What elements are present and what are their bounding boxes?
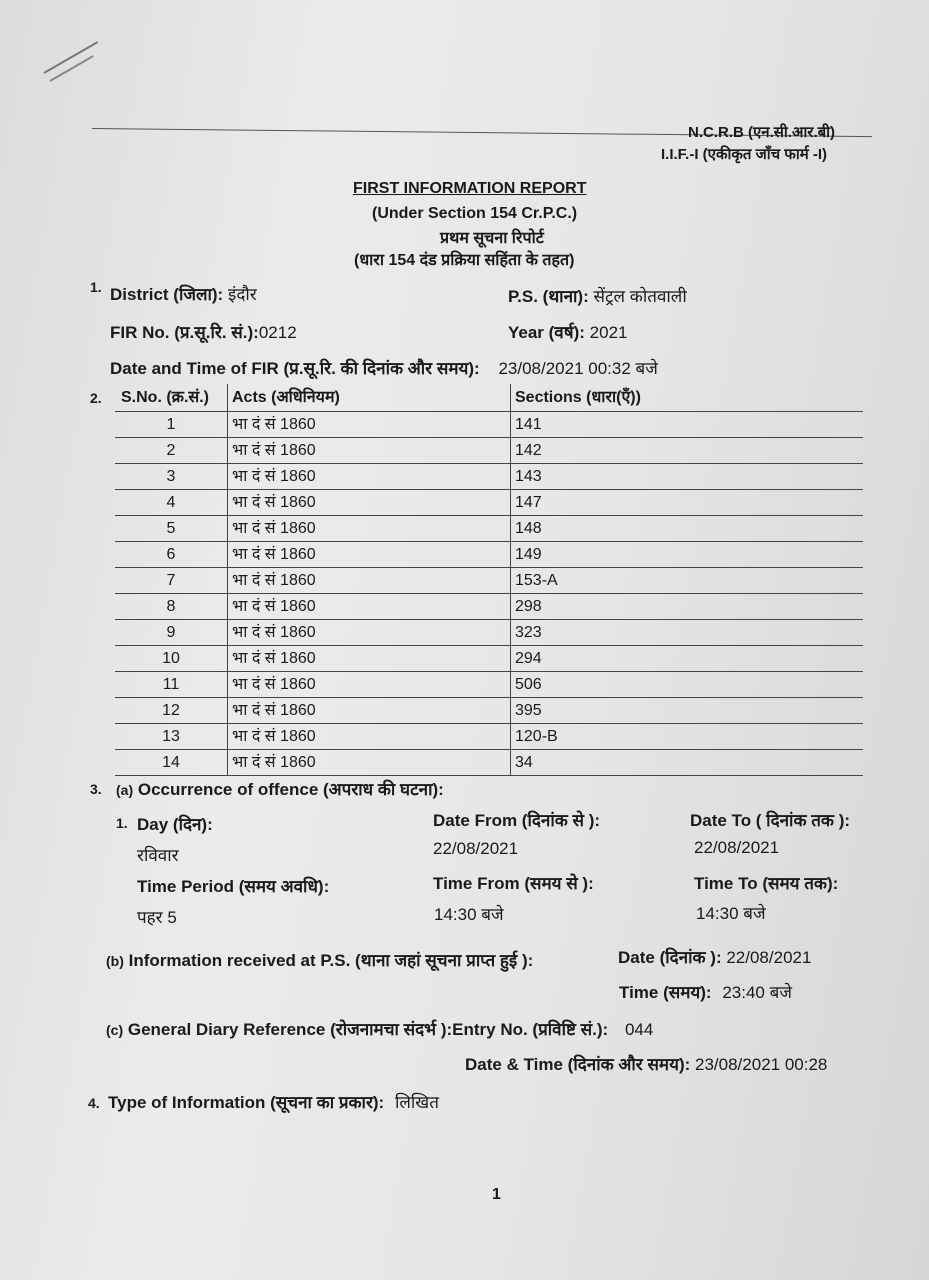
info-received-date-label: Date (दिनांक ): [618,948,722,967]
time-from-value: 14:30 बजे [434,905,504,924]
ps-label: P.S. (थाना): [508,287,589,306]
table-header-row [115,384,863,412]
occurrence-label: Occurrence of offence (अपराध की घटना): [137,780,444,799]
section-1-number: 1. [90,279,102,295]
section-2-number: 2. [90,390,102,406]
district-row [110,282,257,305]
table-row [115,412,863,438]
section-4-number: 4. [88,1095,100,1111]
sno-cell: 5 [115,516,228,542]
sno-cell: 8 [115,594,228,620]
district-label: District (जिला): [110,285,224,304]
section-3-number: 3. [90,781,102,797]
ncrb-label: N.C.R.B (एन.सी.आर.बी) [688,124,836,141]
act-cell: भा दं सं 1860 [228,490,511,516]
gd-reference-row [106,1017,653,1040]
info-type-label: Type of Information (सूचना का प्रकार): [108,1093,385,1112]
day-label: Day (दिन): [137,815,213,834]
day-value: रविवार [137,846,179,865]
section-cell: 298 [511,594,864,620]
pen-mark [50,55,94,82]
table-row [115,620,863,646]
section-cell: 120-B [511,724,864,750]
page-number: 1 [492,1186,501,1203]
table-row [115,698,863,724]
table-row [115,542,863,568]
section-cell: 148 [511,516,864,542]
section-cell: 141 [511,412,864,438]
info-received-row [106,948,533,971]
info-received-date-value: 22/08/2021 [726,948,812,967]
section-cell: 153-A [511,568,864,594]
act-cell: भा दं सं 1860 [228,594,511,620]
gd-datetime-value: 23/08/2021 00:28 [695,1055,828,1074]
act-cell: भा दं सं 1860 [228,412,511,438]
report-title: FIRST INFORMATION REPORT [353,180,587,197]
date-from-value: 22/08/2021 [433,839,519,858]
info-received-date-row [618,945,811,968]
section-cell: 143 [511,464,864,490]
act-cell: भा दं सं 1860 [228,542,511,568]
act-cell: भा दं सं 1860 [228,646,511,672]
fir-no-row [110,320,297,343]
time-to-label: Time To (समय तक): [694,874,839,893]
table-row [115,568,863,594]
table-row [115,490,863,516]
act-cell: भा दं सं 1860 [228,464,511,490]
report-title-hindi: प्रथम सूचना रिपोर्ट [440,230,544,247]
table-row [115,672,863,698]
occurrence-sub-number: 1. [116,815,128,831]
date-from-label: Date From (दिनांक से ): [433,811,601,830]
year-value: 2021 [589,323,628,342]
date-to-value: 22/08/2021 [694,838,780,857]
sno-cell: 1 [115,412,228,438]
sno-cell: 10 [115,646,228,672]
info-received-time-label: Time (समय): [619,983,712,1002]
act-cell: भा दं सं 1860 [228,698,511,724]
col-header-acts: Acts (अधिनियम) [228,384,511,412]
table-row [115,438,863,464]
section-cell: 294 [511,646,864,672]
gd-datetime-label: Date & Time (दिनांक और समय): [465,1055,691,1074]
col-header-sno: S.No. (क्र.सं.) [115,384,228,412]
fir-no-label: FIR No. (प्र.सू.रि. सं.): [110,323,259,342]
sno-cell: 4 [115,490,228,516]
gd-datetime-row [465,1052,827,1075]
section-cell: 149 [511,542,864,568]
table-row [115,646,863,672]
table-row [115,724,863,750]
act-cell: भा दं सं 1860 [228,568,511,594]
sno-cell: 6 [115,542,228,568]
district-value: इंदौर [227,285,257,304]
act-cell: भा दं सं 1860 [228,672,511,698]
gd-reference-label: General Diary Reference (रोजनामचा संदर्भ ):Entry No. (प्रविष्टि सं.): [127,1020,609,1039]
act-cell: भा दं सं 1860 [228,516,511,542]
section-cell: 506 [511,672,864,698]
table-row [115,594,863,620]
info-received-label: Information received at P.S. (थाना जहां सूचना प्राप्त हुई ): [128,951,534,970]
sno-cell: 12 [115,698,228,724]
act-cell: भा दं सं 1860 [228,750,511,776]
year-label: Year (वर्ष): [508,323,585,342]
section-cell: 323 [511,620,864,646]
occurrence-heading [116,777,444,800]
act-cell: भा दं सं 1860 [228,724,511,750]
section-cell: 395 [511,698,864,724]
iif-label: I.I.F.-I (एकीकृत जाँच फार्म -I) [661,146,828,163]
info-type-value: लिखित [394,1093,439,1112]
acts-sections-table [115,384,863,776]
fir-datetime-row [110,356,658,379]
sno-cell: 14 [115,750,228,776]
ps-value: सेंट्रल कोतवाली [593,287,687,306]
info-received-time-value: 23:40 बजे [722,983,792,1002]
report-subtitle: (Under Section 154 Cr.P.C.) [372,205,578,222]
table-row [115,516,863,542]
table-row [115,750,863,776]
time-from-label: Time From (समय से ): [433,874,594,893]
sno-cell: 9 [115,620,228,646]
time-period-value: पहर 5 [137,908,177,927]
section-cell: 34 [511,750,864,776]
year-row [508,320,627,343]
act-cell: भा दं सं 1860 [228,438,511,464]
table-row [115,464,863,490]
sno-cell: 2 [115,438,228,464]
ps-row [508,284,687,307]
info-received-prefix: (b) [106,953,124,969]
sno-cell: 3 [115,464,228,490]
act-cell: भा दं सं 1860 [228,620,511,646]
time-period-label: Time Period (समय अवधि): [137,877,330,896]
gd-reference-prefix: (c) [106,1022,124,1038]
fir-datetime-label: Date and Time of FIR (प्र.सू.रि. की दिनांक और समय): [110,359,480,378]
sno-cell: 11 [115,672,228,698]
report-subtitle-hindi: (धारा 154 दंड प्रक्रिया सहिंता के तहत) [354,252,575,269]
sno-cell: 7 [115,568,228,594]
section-cell: 142 [511,438,864,464]
info-type-row [108,1090,439,1113]
fir-no-value: 0212 [258,323,297,342]
sno-cell: 13 [115,724,228,750]
gd-entry-value: 044 [624,1020,654,1039]
section-cell: 147 [511,490,864,516]
fir-datetime-value: 23/08/2021 00:32 बजे [498,359,658,378]
date-to-label: Date To ( दिनांक तक ): [690,811,851,830]
time-to-value: 14:30 बजे [696,904,766,923]
col-header-sections: Sections (धारा(एँ)) [511,384,864,412]
occurrence-prefix: (a) [116,782,134,798]
info-received-time-row [619,980,792,1003]
